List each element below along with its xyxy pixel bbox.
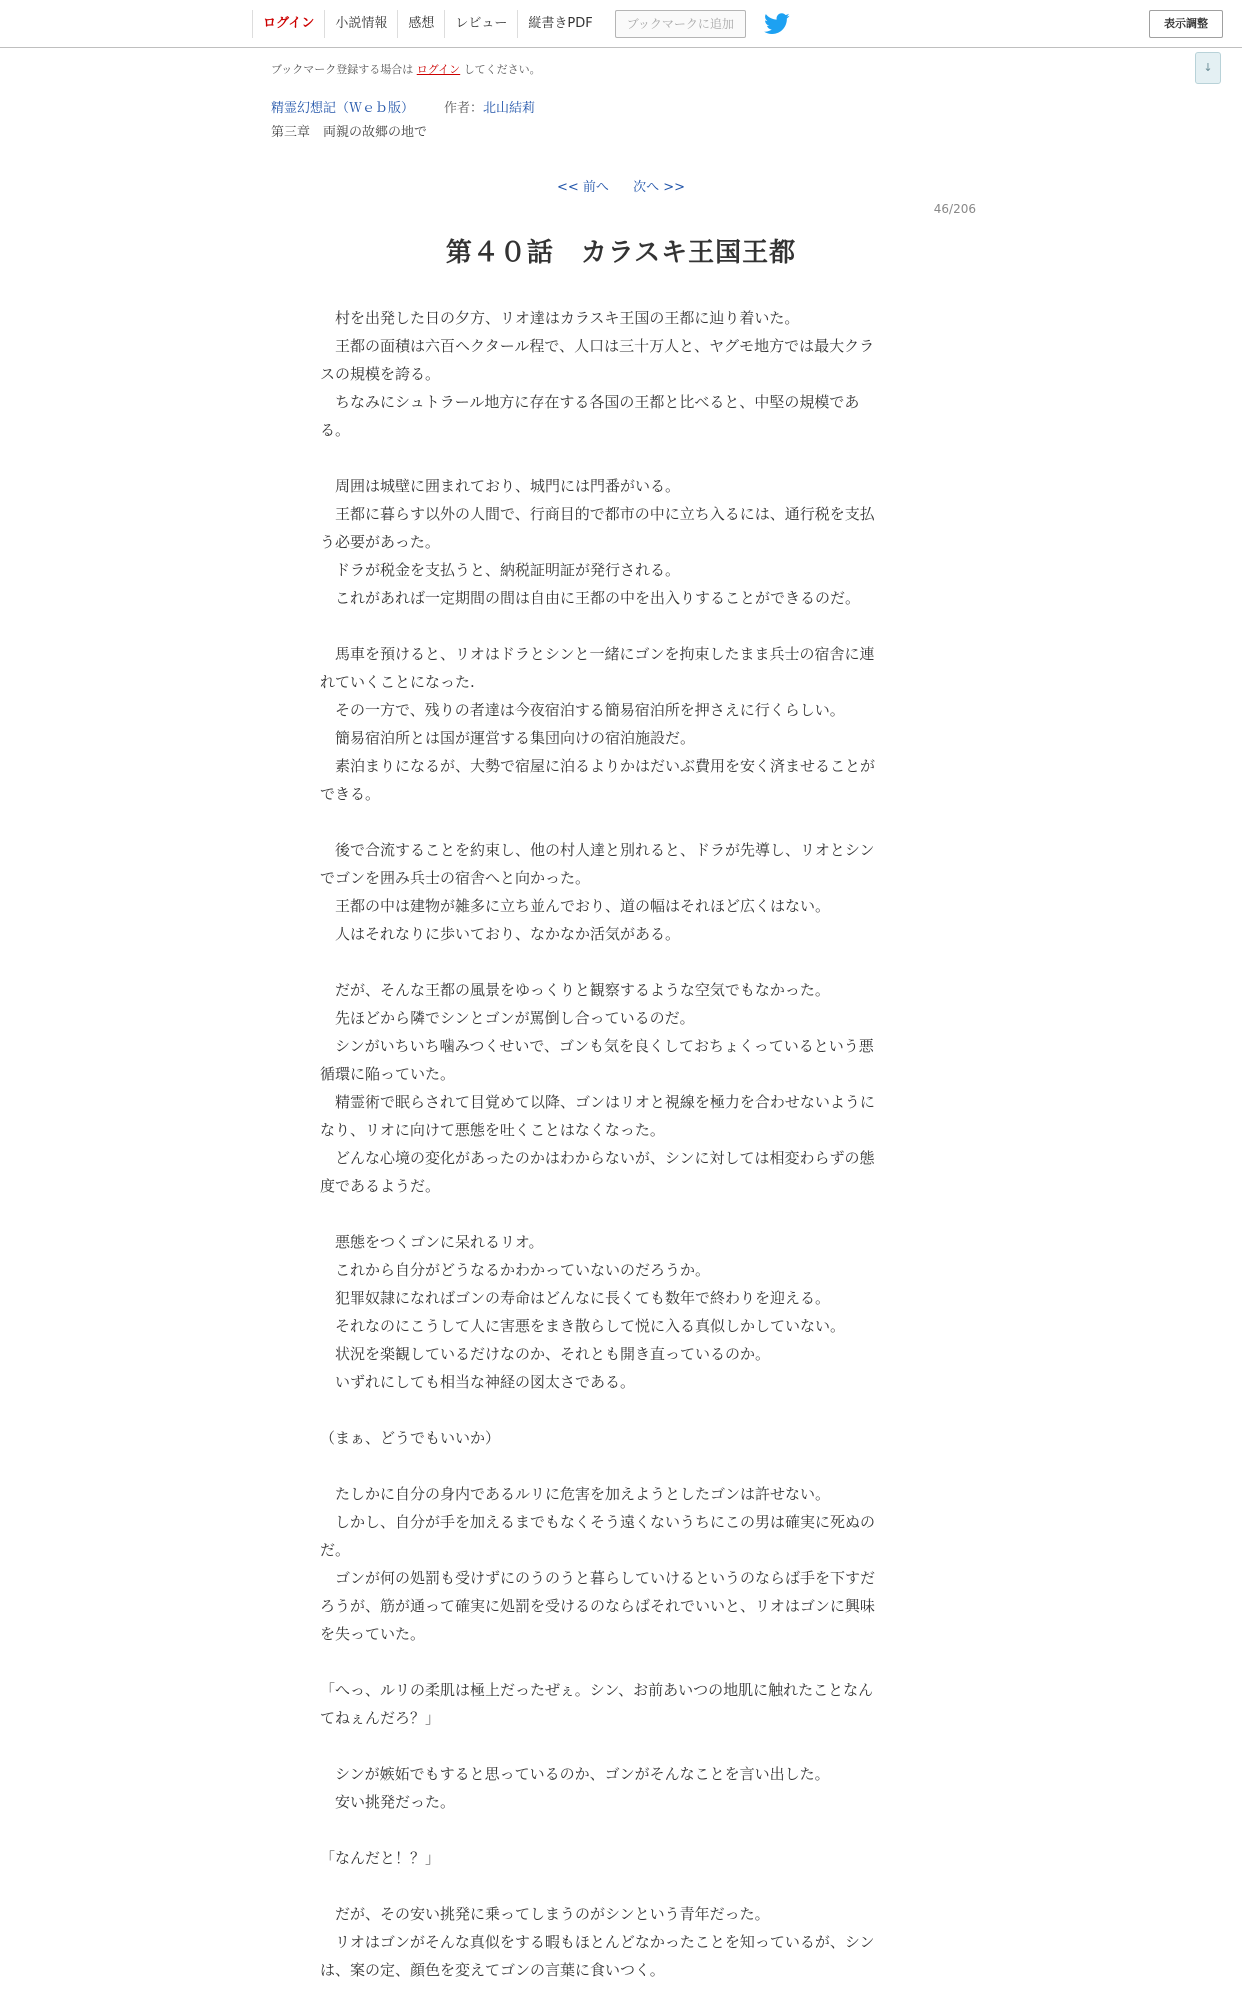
body-line: できる。 (320, 785, 381, 803)
body-line: これから自分がどうなるかわかっていないのだろうか。 (320, 1261, 711, 1279)
add-bookmark-button[interactable]: ブックマークに追加 (615, 10, 746, 38)
body-line: シンがいちいち噛みつくせいで、ゴンも気を良くしておちょくっているという悪 (320, 1037, 874, 1055)
novel-title-link[interactable]: 精霊幻想記（Ｗｅｂ版） (271, 101, 415, 116)
body-line: る。 (320, 421, 351, 439)
body-line: （まぁ、どうでもいいか） (320, 1429, 501, 1447)
body-line: 「へっ、ルリの柔肌は極上だったぜぇ。シン、お前あいつの地肌に触れたことなん (320, 1681, 874, 1699)
body-line: スの規模を誇る。 (320, 365, 441, 383)
body-line: 村を出発した日の夕方、リオ達はカラスキ王国の王都に辿り着いた。 (320, 309, 800, 327)
blank-line (320, 1200, 920, 1228)
body-line: ドラが税金を支払うと、納税証明証が発行される。 (320, 561, 681, 579)
blank-line (320, 1732, 920, 1760)
body-line: 状況を楽観しているだけなのか、それとも開き直っているのか。 (320, 1345, 771, 1363)
body-line: 「なんだと！？」 (320, 1849, 441, 1867)
notice-text-after: してください。 (463, 63, 541, 76)
body-line: だが、その安い挑発に乗ってしまうのがシンという青年だった。 (320, 1905, 770, 1923)
chapter-title: 第三章 両親の故郷の地で (271, 125, 428, 140)
body-line: は、案の定、顔色を変えてゴンの言葉に食いつく。 (320, 1961, 665, 1979)
nav-menu (252, 10, 790, 38)
body-line: 簡易宿泊所とは国が運営する集団向けの宿泊施設だ。 (320, 729, 696, 747)
body-line: ろうが、筋が通って確実に処罰を受けるのならばそれでいいと、リオはゴンに興味 (320, 1597, 875, 1615)
bookmark-login-notice (271, 61, 541, 77)
body-line: 犯罪奴隷になればゴンの寿命はどんなに長くても数年で終わりを迎える。 (320, 1289, 831, 1307)
body-line: 度であるようだ。 (320, 1177, 441, 1195)
pager (0, 176, 1242, 195)
body-line: 先ほどから隣でシンとゴンが罵倒し合っているのだ。 (320, 1009, 695, 1027)
blank-line (320, 1396, 920, 1424)
novel-meta (271, 97, 535, 116)
blank-line (320, 808, 920, 836)
next-page-link[interactable]: 次へ >> (633, 180, 685, 195)
body-line: ゴンが何の処罰も受けずにのうのうと暮らしていけるというのならば手を下すだ (320, 1569, 876, 1587)
body-line: 安い挑発だった。 (320, 1793, 456, 1811)
body-line: 馬車を預けると、リオはドラとシンと一緒にゴンを拘束したまま兵士の宿舎に連 (320, 645, 875, 663)
body-line: う必要があった。 (320, 533, 440, 551)
body-line: 循環に陥っていた。 (320, 1065, 456, 1083)
body-line: これがあれば一定期間の間は自由に王都の中を出入りすることができるのだ。 (320, 589, 861, 607)
novel-body (320, 304, 920, 1984)
body-line: シンが嫉妬でもすると思っているのか、ゴンがそんなことを言い出した。 (320, 1765, 830, 1783)
author-label: 作者： (444, 101, 484, 116)
blank-line (320, 1648, 920, 1676)
nav-novel-info-link[interactable]: 小説情報 (324, 10, 397, 38)
episode-title: 第４０話 カラスキ王国王都 (445, 238, 797, 268)
body-line: いずれにしても相当な神経の図太さである。 (320, 1373, 636, 1391)
notice-text-before: ブックマーク登録する場合は (271, 63, 414, 76)
nav-review-link[interactable]: レビュー (444, 10, 517, 38)
body-line: だ。 (320, 1541, 351, 1559)
top-navigation-bar (0, 0, 1242, 48)
notice-login-link[interactable]: ログイン (416, 63, 461, 76)
body-line: しかし、自分が手を加えるまでもなくそう遠くないうちにこの男は確実に死ぬの (320, 1513, 876, 1531)
scroll-down-button[interactable]: ↓ (1195, 52, 1221, 84)
body-line: てねぇんだろ？」 (320, 1709, 441, 1727)
body-line: 王都の面積は六百ヘクタール程で、人口は三十万人と、ヤグモ地方では最大クラ (320, 337, 875, 355)
body-line: どんな心境の変化があったのかはわからないが、シンに対しては相変わらずの態 (320, 1149, 875, 1167)
body-line: を失っていた。 (320, 1625, 426, 1643)
body-line: 王都に暮らす以外の人間で、行商目的で都市の中に立ち入るには、通行税を支払 (320, 505, 875, 523)
blank-line (320, 1816, 920, 1844)
body-line: ちなみにシュトラール地方に存在する各国の王都と比べると、中堅の規模であ (320, 393, 860, 411)
body-line: たしかに自分の身内であるルリに危害を加えようとしたゴンは許せない。 (320, 1485, 831, 1503)
body-line: それなのにこうして人に害悪をまき散らして悦に入る真似しかしていない。 (320, 1317, 846, 1335)
body-line: 後で合流することを約束し、他の村人達と別れると、ドラが先導し、リオとシン (320, 841, 875, 859)
blank-line (320, 444, 920, 472)
nav-login-link[interactable]: ログイン (252, 10, 324, 38)
body-line: れていくことになった. (320, 673, 475, 691)
body-line: 悪態をつくゴンに呆れるリオ。 (320, 1233, 544, 1251)
display-settings-button[interactable]: 表示調整 (1149, 10, 1223, 38)
nav-impressions-link[interactable]: 感想 (397, 10, 444, 38)
prev-page-link[interactable]: << 前へ (557, 180, 609, 195)
blank-line (320, 948, 920, 976)
page-counter: 46/206 (933, 202, 976, 216)
body-line: 周囲は城壁に囲まれており、城門には門番がいる。 (320, 477, 681, 495)
blank-line (320, 612, 920, 640)
author-link[interactable]: 北山結莉 (483, 101, 536, 116)
body-line: リオはゴンがそんな真似をする暇もほとんどなかったことを知っているが、シン (320, 1933, 875, 1951)
body-line: なり、リオに向けて悪態を吐くことはなくなった。 (320, 1121, 665, 1139)
body-line: 王都の中は建物が雑多に立ち並んでおり、道の幅はそれほど広くはない。 (320, 897, 831, 915)
body-line: 精霊術で眠らされて目覚めて以降、ゴンはリオと視線を極力を合わせないように (320, 1093, 875, 1111)
body-line: 人はそれなりに歩いており、なかなか活気がある。 (320, 925, 681, 943)
blank-line (320, 1872, 920, 1900)
twitter-bird-icon[interactable] (764, 13, 790, 35)
body-line: でゴンを囲み兵士の宿舎へと向かった。 (320, 869, 591, 887)
body-line: その一方で、残りの者達は今夜宿泊する簡易宿泊所を押さえに行くらしい。 (320, 701, 845, 719)
nav-vertical-pdf-link[interactable]: 縦書きPDF (517, 10, 602, 38)
body-line: 素泊まりになるが、大勢で宿屋に泊るよりかはだいぶ費用を安く済ませることが (320, 757, 876, 775)
body-line: だが、そんな王都の風景をゆっくりと観察するような空気でもなかった。 (320, 981, 830, 999)
blank-line (320, 1452, 920, 1480)
